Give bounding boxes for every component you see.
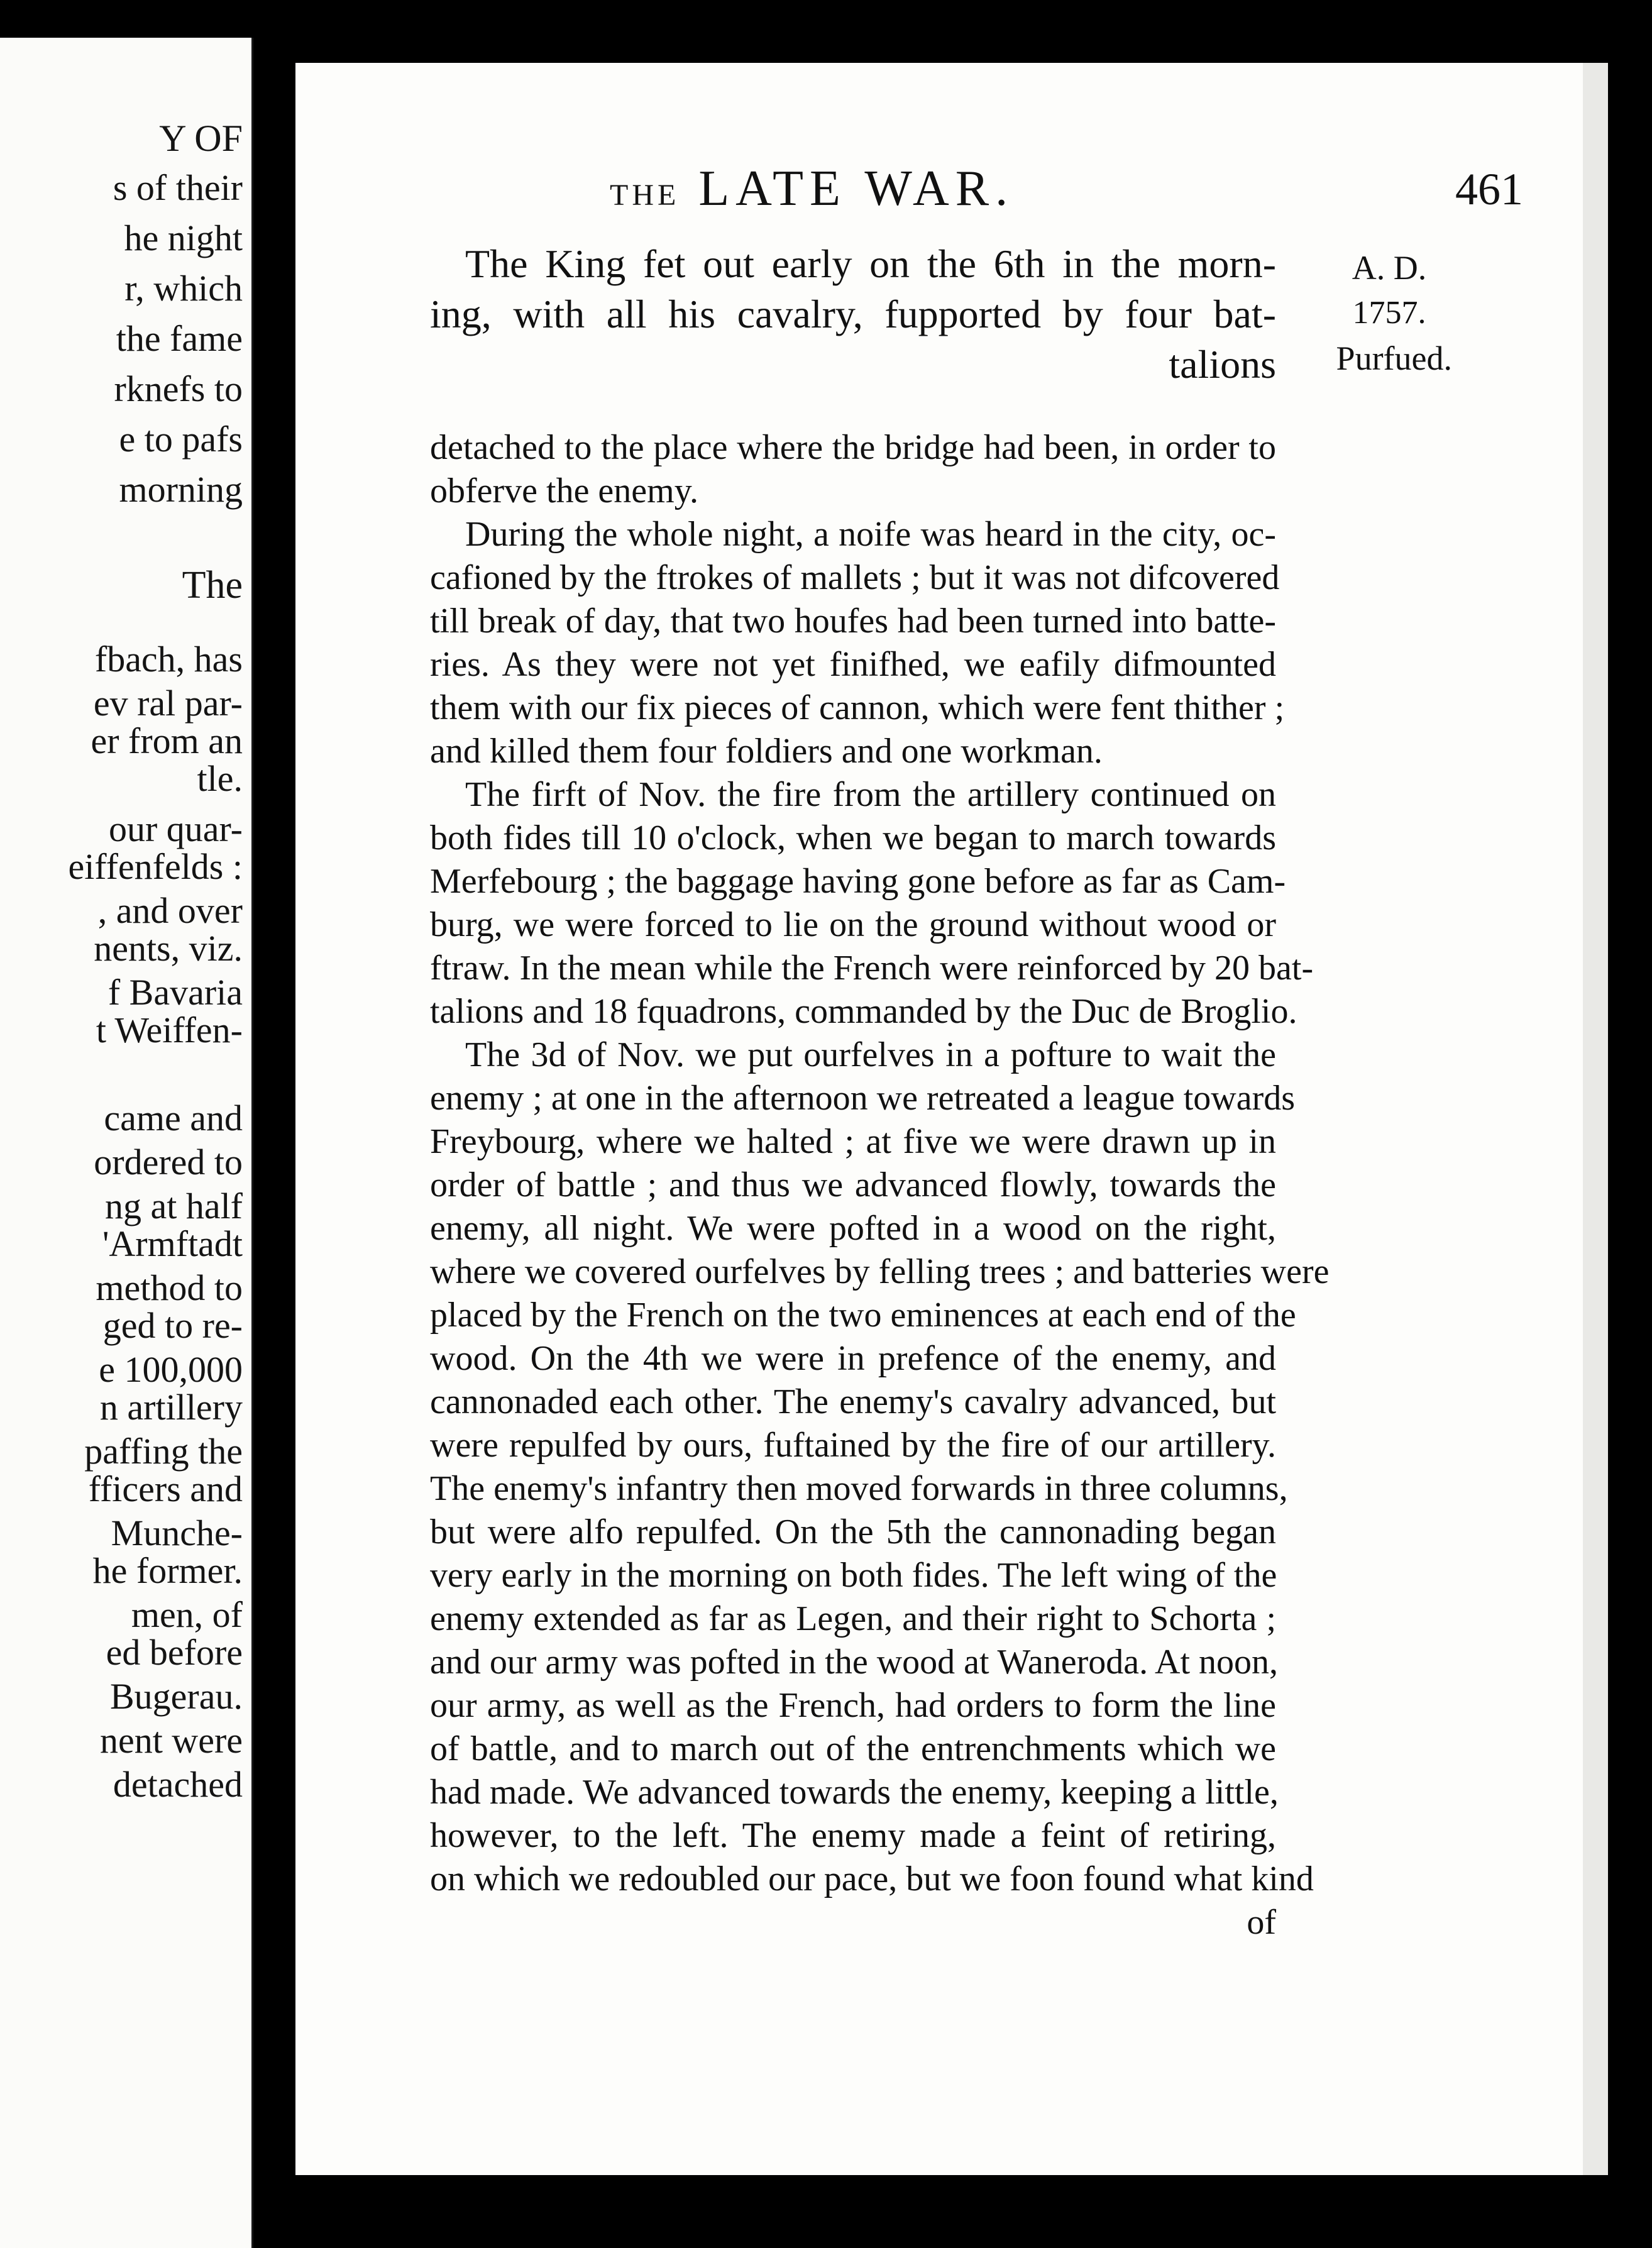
left-page-line: Bugerau. [110, 1676, 243, 1717]
margin-note-word: Purfued. [1336, 339, 1452, 377]
left-page-line: fbach, has [94, 639, 243, 680]
text-line: During the whole night, a noife was heard in the city, oc- [465, 515, 1276, 554]
left-page-line: nents, viz. [94, 928, 243, 969]
text-line: on which we redoubled our pace, but we foon found what kind [430, 1860, 1314, 1898]
text-line: and killed them four foldiers and one workman. [430, 732, 1103, 771]
text-line: enemy ; at one in the afternoon we retreated a league towards [430, 1079, 1296, 1118]
running-head [610, 160, 1014, 218]
left-page-line: tle. [197, 758, 243, 799]
left-page-line: ged to re- [102, 1305, 243, 1346]
text-line: enemy extended as far as Legen, and their right to Schorta ; [430, 1599, 1276, 1638]
left-page-line: ordered to [94, 1142, 243, 1182]
left-page-line: nent were [99, 1720, 243, 1761]
gutter [251, 38, 253, 2248]
margin-note [1314, 245, 1465, 381]
text-line: cannonaded each other. The enemy's cavalry advanced, but [430, 1382, 1276, 1421]
margin-note-year: 1757. [1352, 295, 1426, 331]
left-page-line: t Weiffen- [96, 1010, 243, 1050]
left-page-line: The [182, 564, 243, 607]
left-page-line: Y OF [159, 118, 243, 159]
text-line: and our army was pofted in the wood at Waneroda. At noon, [430, 1643, 1279, 1682]
left-page-line: he former. [92, 1550, 243, 1591]
left-page-line: f Bavaria [107, 972, 243, 1013]
left-page-line: r, which [124, 268, 243, 309]
left-page-line: s of their [113, 167, 243, 208]
text-line: talions and 18 fquadrons, commanded by the Duc de Broglio. [430, 992, 1297, 1031]
text-line: of battle, and to march out of the entrenchments which we [430, 1729, 1276, 1768]
left-page-line: morning [119, 469, 243, 510]
left-page-line: ng at half [104, 1186, 243, 1226]
left-page-line: eiffenfelds : [68, 846, 243, 887]
text-line: our army, as well as the French, had orders to form the line [430, 1686, 1276, 1725]
text-line: The enemy's infantry then moved forwards in three columns, [430, 1469, 1288, 1508]
text-line: Merfebourg ; the baggage having gone before as far as Cam- [430, 862, 1286, 901]
text-line: very early in the morning on both fides. The left wing of the [430, 1556, 1277, 1595]
running-head-article: THE [610, 179, 680, 212]
left-page-line: men, of [131, 1594, 243, 1635]
left-page-line: our quar- [108, 808, 243, 849]
left-page-fragment [0, 38, 251, 2248]
left-page-line: ev ral par- [93, 683, 243, 724]
text-line: were repulfed by ours, fuftained by the fire of our artillery. [430, 1426, 1276, 1465]
left-page-line: , and over [97, 890, 243, 931]
left-page-line: er from an [91, 720, 243, 761]
text-line: ftraw. In the mean while the French were reinforced by 20 bat- [430, 949, 1314, 988]
left-page-line: Munche- [111, 1512, 243, 1553]
left-page-line: ed before [106, 1632, 243, 1673]
text-line: ing, with all his cavalry, fupported by four bat- [430, 292, 1276, 336]
text-line: talions [1169, 342, 1276, 387]
text-line: enemy, all night. We were pofted in a wood on the right, [430, 1209, 1276, 1248]
text-line: ries. As they were not yet finifhed, we eafily difmounted [430, 645, 1276, 684]
left-page-line: e to pafs [119, 419, 243, 460]
text-line: but were alfo repulfed. On the 5th the cannonading began [430, 1512, 1276, 1551]
text-line: both fides till 10 o'clock, when we began to march towards [430, 818, 1276, 857]
text-line: Freybourg, where we halted ; at five we were drawn up in [430, 1122, 1276, 1161]
left-page-line: e 100,000 [99, 1349, 243, 1390]
running-head-title: LATE WAR. [698, 161, 1015, 216]
text-line: cafioned by the ftrokes of mallets ; but it was not difcovered [430, 558, 1280, 597]
left-page-line: 'Armftadt [102, 1223, 243, 1264]
page-number: 461 [1455, 164, 1523, 214]
text-line: had made. We advanced towards the enemy, keeping a little, [430, 1773, 1279, 1812]
right-page [295, 63, 1583, 2175]
text-line: them with our fix pieces of cannon, which were fent thither ; [430, 688, 1285, 727]
text-line: of [1247, 1903, 1276, 1942]
text-line: obferve the enemy. [430, 471, 699, 510]
left-page-line: came and [104, 1098, 243, 1138]
text-line: placed by the French on the two eminences at each end of the [430, 1296, 1296, 1335]
left-page-line: he night [124, 218, 243, 258]
margin-note-era: A. D. [1352, 249, 1427, 287]
page-edge [1583, 63, 1608, 2175]
left-page-line: the fame [116, 318, 243, 359]
left-page-line: method to [96, 1267, 243, 1308]
left-page-line: rknefs to [114, 368, 243, 409]
text-line: where we covered ourfelves by felling trees ; and batteries were [430, 1252, 1330, 1291]
text-line: detached to the place where the bridge had been, in order to [430, 428, 1276, 467]
text-line: however, to the left. The enemy made a feint of retiring, [430, 1816, 1276, 1855]
text-line: The 3d of Nov. we put ourfelves in a pofture to wait the [465, 1035, 1276, 1074]
left-page-line: paffing the [84, 1431, 243, 1472]
left-page-line: detached [113, 1764, 243, 1805]
text-line: The King fet out early on the 6th in the morn- [465, 241, 1276, 286]
text-line: burg, we were forced to lie on the ground without wood or [430, 905, 1276, 944]
left-page-line: fficers and [88, 1468, 243, 1509]
left-page-line: n artillery [99, 1387, 243, 1428]
body-text [430, 239, 1330, 1944]
text-line: till break of day, that two houfes had been turned into batte- [430, 602, 1276, 641]
text-line: wood. On the 4th we were in prefence of the enemy, and [430, 1339, 1276, 1378]
text-line: order of battle ; and thus we advanced flowly, towards the [430, 1165, 1276, 1204]
text-line: The firft of Nov. the fire from the artillery continued on [465, 775, 1276, 814]
